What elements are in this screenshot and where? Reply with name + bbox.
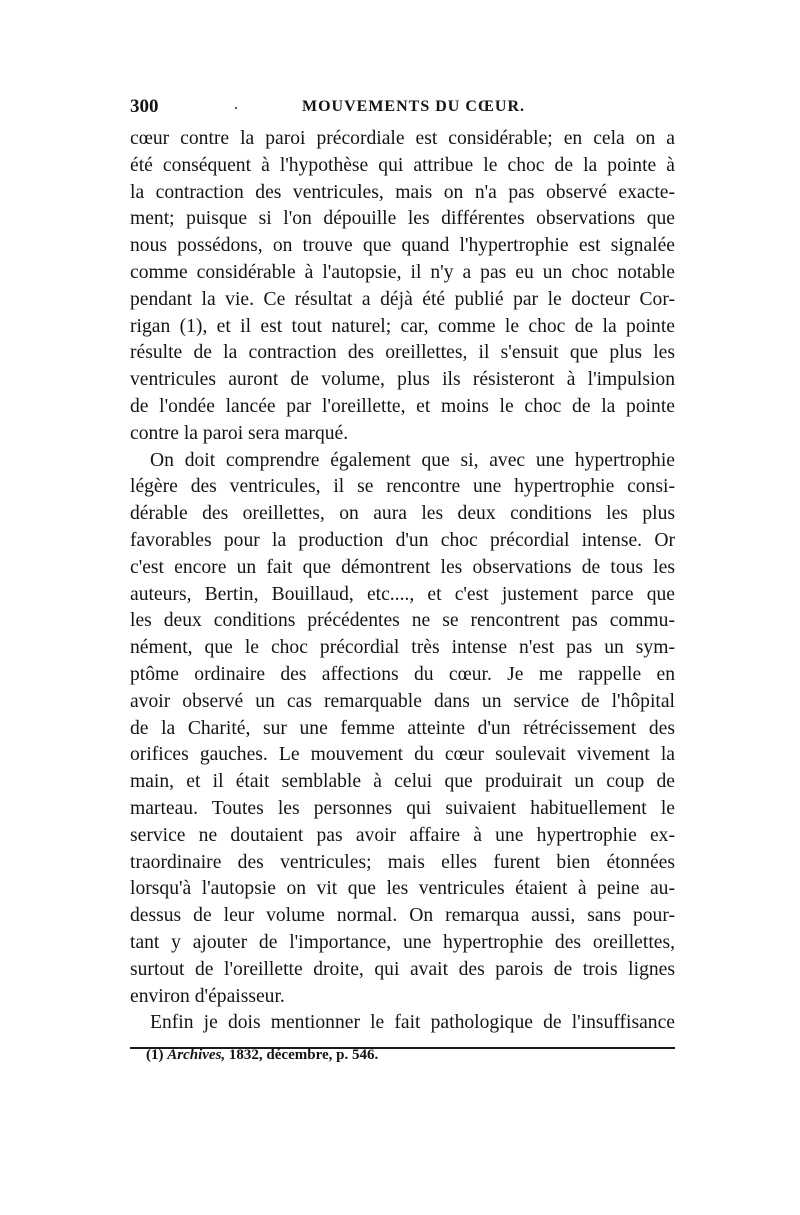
text-line: dessus de leur volume normal. On remarqua aussi, sans pour- — [130, 905, 675, 927]
text-line: comme considérable à l'autopsie, il n'y a pas eu un choc notable — [130, 261, 675, 283]
paragraph-end-line: environ d'épaisseur. — [130, 985, 285, 1007]
text-line: ventricules auront de volume, plus ils résisteront à l'impulsion — [130, 369, 675, 391]
text-line: ptôme ordinaire des affections du cœur. Je me rappelle en — [130, 663, 675, 685]
footnote-details: 1832, décembre, p. 546. — [228, 1047, 379, 1063]
text-line: cœur contre la paroi précordiale est considérable; en cela on a — [130, 128, 675, 149]
text-line: c'est encore un fait que démontrent les observations de tous les — [130, 556, 675, 578]
text-line: les deux conditions précédentes ne se rencontrent pas commu- — [130, 610, 675, 632]
text-line: tant y ajouter de l'importance, une hypertrophie des oreillettes, — [130, 931, 675, 953]
text-line: nément, que le choc précordial très intense n'est pas un sym- — [130, 637, 675, 659]
text-line: de la Charité, sur une femme atteinte d'un rétrécissement des — [130, 717, 675, 739]
text-line: la contraction des ventricules, mais on n'a pas observé exacte- — [130, 181, 675, 203]
paragraph-start-line: Enfin je dois mentionner le fait pathologique de l'insuffisance — [150, 1012, 675, 1034]
footnote-marker: (1) — [146, 1047, 164, 1063]
text-line: ment; puisque si l'on dépouille les différentes observations que — [130, 208, 675, 230]
text-line: dérable des oreillettes, on aura les deux conditions les plus — [130, 503, 675, 525]
running-title: MOUVEMENTS DU CŒUR. — [302, 98, 525, 115]
text-line: rigan (1), et il est tout naturel; car, comme le choc de la pointe — [130, 315, 675, 337]
paragraph-start-line: On doit comprendre également que si, avec une hypertrophie — [150, 449, 675, 471]
text-line: légère des ventricules, il se rencontre une hypertrophie consi- — [130, 476, 675, 498]
text-line: nous possédons, on trouve que quand l'hypertrophie est signalée — [130, 235, 675, 257]
text-line: service ne doutaient pas avoir affaire à une hypertrophie ex- — [130, 824, 675, 846]
text-line: résulte de la contraction des oreillettes, il s'ensuit que plus les — [130, 342, 675, 364]
text-line: favorables pour la production d'un choc précordial intense. Or — [130, 529, 675, 551]
text-line: avoir observé un cas remarquable dans un service de l'hôpital — [130, 690, 675, 712]
text-line: orifices gauches. Le mouvement du cœur soulevait vivement la — [130, 744, 675, 766]
running-head — [130, 96, 675, 122]
text-line: marteau. Toutes les personnes qui suivaient habituellement le — [130, 797, 675, 819]
body-text — [130, 126, 675, 1037]
text-line: traordinaire des ventricules; mais elles furent bien étonnées — [130, 851, 675, 873]
paragraph-end-line: contre la paroi sera marqué. — [130, 422, 349, 444]
text-line: de l'ondée lancée par l'oreillette, et moins le choc de la pointe — [130, 395, 675, 417]
text-line: été conséquent à l'hypothèse qui attribue le choc de la pointe à — [130, 154, 675, 176]
footnote-source: Archives, — [167, 1047, 226, 1063]
header-separator: . — [234, 96, 238, 113]
page-number: 300 — [130, 96, 159, 117]
text-line: main, et il était semblable à celui que produirait un coup de — [130, 771, 675, 793]
text-line: lorsqu'à l'autopsie on vit que les ventricules étaient à peine au- — [130, 878, 675, 900]
text-line: surtout de l'oreillette droite, qui avait des parois de trois lignes — [130, 958, 675, 980]
footnote — [146, 1047, 378, 1064]
text-line: auteurs, Bertin, Bouillaud, etc...., et c'est justement parce que — [130, 583, 675, 605]
text-line: pendant la vie. Ce résultat a déjà été publié par le docteur Cor- — [130, 288, 675, 310]
